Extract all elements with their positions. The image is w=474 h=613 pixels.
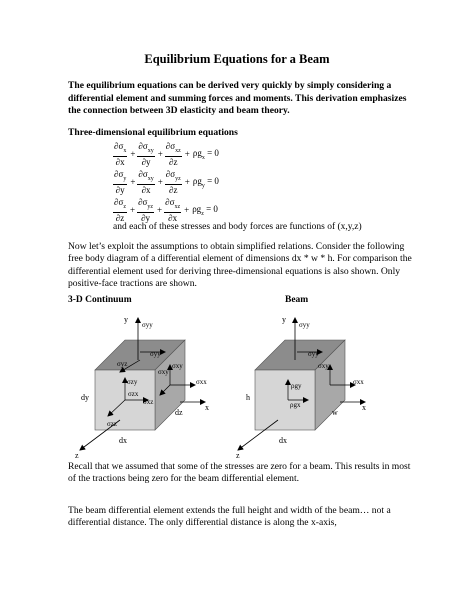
plus-sign: +	[129, 205, 136, 215]
z-axis-label: z	[236, 451, 240, 460]
paragraph-1: Now let’s exploit the assumptions to obtain simplified relations. Consider the following free body diagram of a differential element of dimensions dx * w * h. For comparison the differential element used for deriving three-dimensional equations is also shown. Only positive-face tractions are shown.	[68, 241, 412, 290]
stress-label-sxz: σxz	[143, 398, 154, 406]
section-heading: Three-dimensional equilibrium equations	[68, 127, 238, 138]
stress-label-syz: σyz	[117, 360, 128, 368]
plus-sign: +	[157, 177, 163, 187]
page-title: Equilibrium Equations for a Beam	[144, 52, 330, 66]
plus-sign: +	[157, 149, 163, 159]
subscript: y	[201, 182, 205, 189]
subscript: z	[123, 203, 126, 210]
dimension-dy: dy	[81, 393, 89, 402]
dimension-dz: dz	[175, 408, 183, 417]
stress-label-sxy: σxy	[172, 362, 183, 370]
body-force: ρg	[192, 203, 202, 214]
stress-label-szy: σzy	[127, 378, 138, 386]
denominator: ∂x	[115, 156, 125, 167]
dimension-h: h	[246, 393, 250, 402]
body-force: ρg	[192, 147, 202, 158]
plus-sign: +	[157, 205, 163, 215]
stress-label-syy-top: σyy	[299, 321, 310, 329]
numerator: ∂σ	[165, 169, 176, 180]
subscript: xy	[147, 175, 154, 182]
stress-label-sxy-top: σxy	[158, 368, 169, 376]
numerator: ∂σ	[138, 197, 148, 208]
equals-zero: = 0	[206, 203, 218, 214]
figure-label-3d-continuum: 3-D Continuum	[68, 295, 132, 305]
body-force: ρg	[192, 175, 202, 186]
numerator: ∂σ	[165, 141, 176, 152]
subscript: xz	[174, 203, 181, 210]
x-axis-label: x	[362, 403, 366, 412]
denominator: ∂z	[169, 184, 178, 195]
subscript: xy	[147, 147, 154, 154]
equation-note: and each of these stresses and body forces are functions of (x,y,z)	[113, 222, 362, 232]
subscript: x	[123, 147, 127, 154]
stress-label-sxy: σxy	[318, 362, 329, 370]
denominator: ∂x	[168, 212, 178, 223]
denominator: ∂y	[141, 212, 151, 223]
stress-label-szz: σzz	[107, 420, 117, 428]
denominator: ∂z	[169, 156, 178, 167]
dimension-dx: dx	[119, 436, 127, 445]
plus-sign: +	[130, 149, 136, 159]
body-force-gx: ρgx	[290, 401, 301, 409]
denominator: ∂z	[115, 212, 125, 223]
numerator: ∂σ	[114, 197, 124, 208]
beam-element	[236, 315, 366, 460]
plus-sign: +	[184, 149, 190, 159]
x-axis-label: x	[205, 403, 209, 412]
y-axis-label: y	[124, 315, 128, 324]
numerator: ∂σ	[114, 169, 124, 180]
figure-label-beam: Beam	[285, 295, 309, 305]
continuum-element	[75, 315, 209, 460]
numerator: ∂σ	[114, 141, 124, 152]
paragraph-2: Recall that we assumed that some of the stresses are zero for a beam. This results in most of the tractions being zero for the beam differential element.	[68, 461, 411, 485]
plus-sign: +	[130, 177, 136, 187]
dimension-dx: dx	[279, 436, 287, 445]
equals-zero: = 0	[207, 175, 219, 186]
denominator: ∂x	[141, 184, 151, 195]
plus-sign: +	[184, 177, 190, 187]
subscript: yz	[147, 203, 154, 210]
subscript: x	[201, 154, 205, 161]
abstract: The equilibrium equations can be derived very quickly by simply considering a differential element and summing forces and moments. This derivation emphasizes the connection between 3D elasticity and beam theory.	[68, 80, 407, 117]
numerator: ∂σ	[138, 169, 148, 180]
y-axis-label: y	[282, 315, 286, 324]
body-force-gy: ρgy	[291, 382, 302, 390]
subscript: yz	[175, 175, 181, 182]
subscript: xz	[175, 147, 181, 154]
dimension-w: w	[332, 408, 338, 417]
subscript: y	[123, 175, 127, 182]
z-axis-label: z	[75, 451, 79, 460]
stress-label-sxx: σxx	[196, 378, 207, 386]
equals-zero: = 0	[207, 147, 219, 158]
numerator: ∂σ	[138, 141, 148, 152]
stress-label-syy: σyy	[150, 350, 161, 358]
denominator: ∂y	[115, 184, 125, 195]
numerator: ∂σ	[165, 197, 175, 208]
subscript: z	[201, 210, 204, 217]
stress-label-syy: σyy	[308, 350, 319, 358]
denominator: ∂y	[141, 156, 151, 167]
plus-sign: +	[184, 205, 190, 215]
stress-label-syy-top: σyy	[142, 321, 153, 329]
stress-label-sxx: σxx	[353, 378, 364, 386]
paragraph-3: The beam differential element extends the full height and width of the beam… not a differential distance. The only differential distance is along the x-axis,	[68, 505, 391, 529]
stress-label-szx: σzx	[128, 390, 139, 398]
